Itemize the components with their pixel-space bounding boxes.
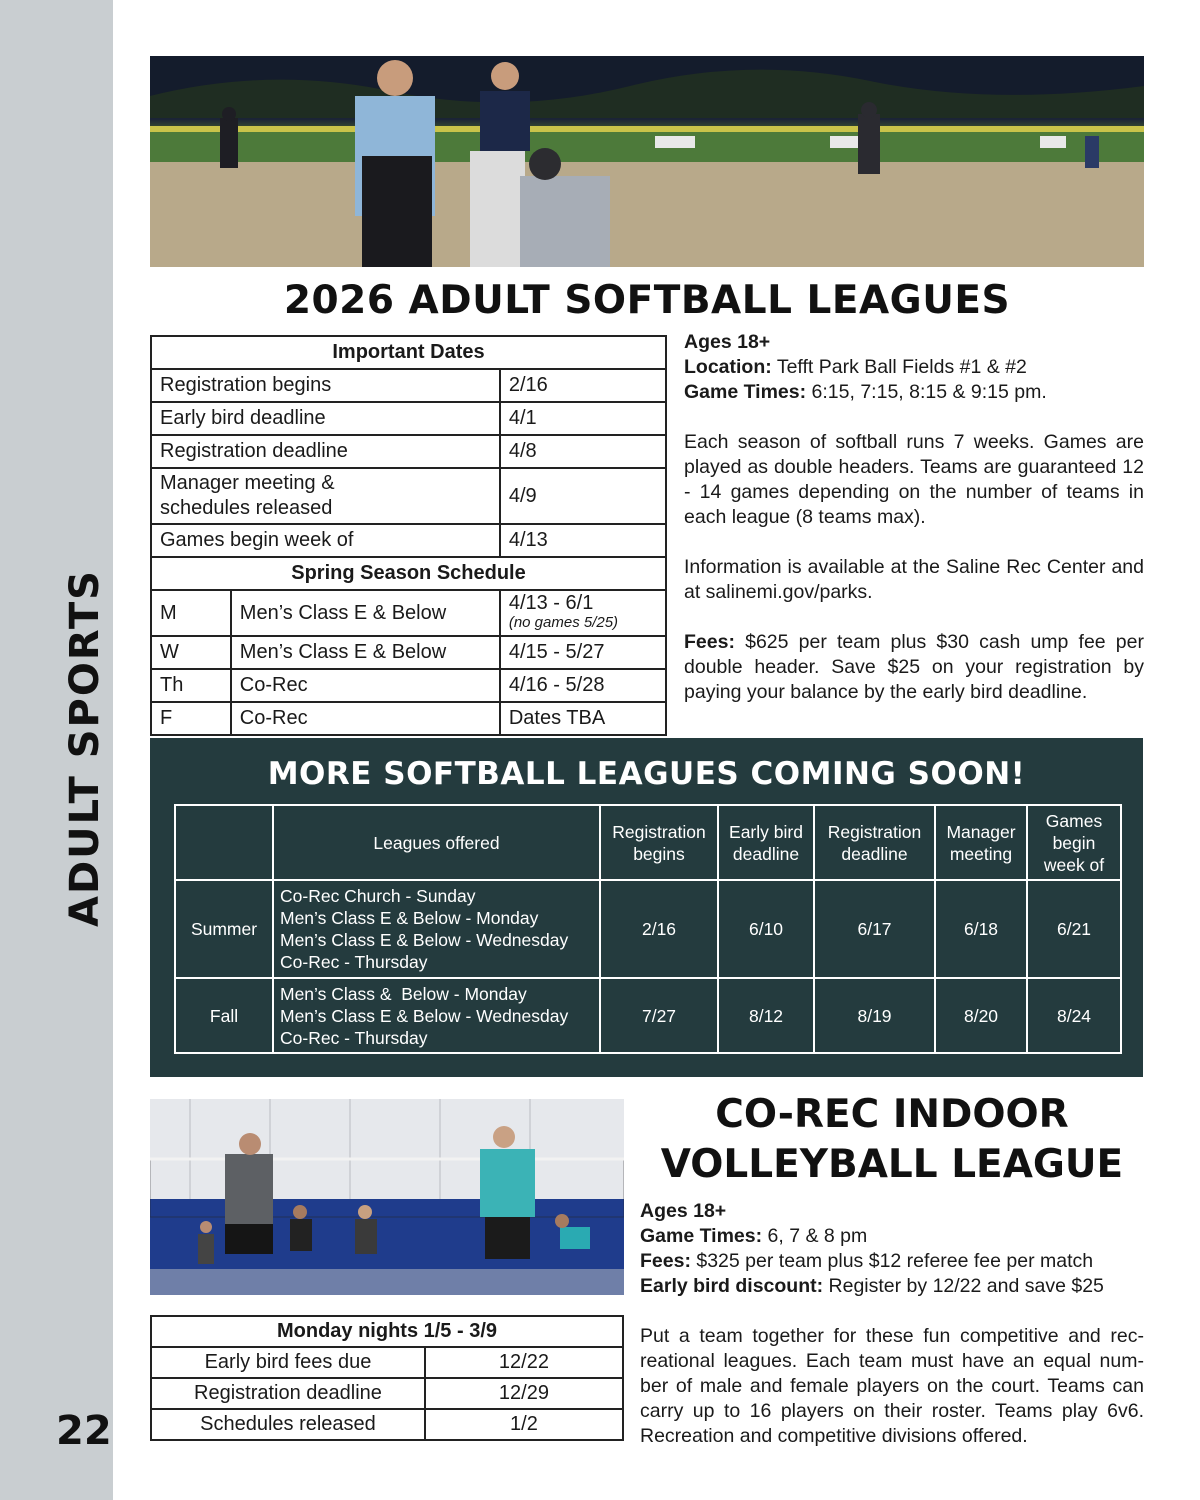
league-line: Men’s Class E & Below - Wednesday: [280, 930, 569, 950]
table-row: [151, 1347, 623, 1378]
schedule-note: (no games 5/25): [508, 614, 619, 631]
leagues-cell: [273, 880, 600, 978]
games-begin-cell: 6/21: [1027, 880, 1121, 978]
column-header: Manager meeting: [935, 805, 1027, 880]
date-value: 12/22: [425, 1347, 623, 1378]
table-row: [151, 702, 666, 735]
date-value: 4/1: [500, 402, 666, 435]
league-line: Co-Rec Church - Sunday: [280, 886, 476, 906]
games-begin-cell: 8/24: [1027, 978, 1121, 1053]
reg-deadline-cell: 8/19: [814, 978, 935, 1053]
date-label-text: Manager meeting & schedules released: [160, 472, 335, 519]
game-times-label: Game Times:: [640, 1225, 763, 1247]
fees-paragraph: [684, 630, 1144, 705]
early-bird-cell: 6/10: [718, 880, 814, 978]
important-dates-table: [150, 335, 667, 736]
table-row: [151, 669, 666, 702]
season-paragraph: Each season of softball runs 7 weeks. Games are played as double headers. Teams are guaranteed 12 - 14 games depending on the number of teams in each league (8 teams max).: [684, 431, 1144, 528]
schedule-day: Th: [151, 669, 231, 702]
table-header: Important Dates: [151, 336, 666, 369]
volleyball-title-line: CO-REC INDOOR: [715, 1092, 1069, 1137]
column-header: Leagues offered: [273, 805, 600, 880]
schedule-day: M: [151, 590, 231, 636]
table-row: [151, 524, 666, 557]
table-row: [151, 636, 666, 669]
volleyball-dates-table: [150, 1315, 624, 1441]
schedule-league: Co-Rec: [231, 702, 500, 735]
date-value: 4/8: [500, 435, 666, 468]
reg-begins-cell: 2/16: [600, 880, 718, 978]
coming-soon-title: MORE SOFTBALL LEAGUES COMING SOON!: [267, 756, 1026, 792]
column-header: Games begin week of: [1027, 805, 1121, 880]
schedule-day: W: [151, 636, 231, 669]
game-times-label: Game Times:: [684, 381, 807, 403]
column-header: [175, 805, 273, 880]
manager-meeting-cell: 8/20: [935, 978, 1027, 1053]
date-value: 1/2: [425, 1409, 623, 1440]
date-value: 4/13: [500, 524, 666, 557]
date-label: Registration begins: [151, 369, 500, 402]
schedule-dates: 4/15 - 5/27: [500, 636, 666, 669]
volleyball-description: Put a team together for these fun competitive and rec-reational leagues. Each team must have an equal num-ber of male and female players on the court. Teams can carry up to 16 players on their roster. Teams play 6v6. Recreation and competitive divisions offered.: [640, 1325, 1144, 1447]
table-row: [151, 1378, 623, 1409]
date-label: Schedules released: [151, 1409, 425, 1440]
manager-meeting-cell: 6/18: [935, 880, 1027, 978]
schedule-dates-text: 4/13 - 6/1: [508, 592, 594, 614]
date-label: Early bird deadline: [151, 402, 500, 435]
date-value: 4/9: [500, 468, 666, 524]
location-label: Location:: [684, 356, 772, 378]
volleyball-info: [640, 1199, 1144, 1474]
ages-label: Ages 18+: [684, 331, 771, 353]
date-label: Games begin week of: [151, 524, 500, 557]
reg-deadline-cell: 6/17: [814, 880, 935, 978]
table-row: [151, 435, 666, 468]
table-row: [175, 880, 1121, 978]
league-line: Co-Rec - Thursday: [280, 1027, 428, 1048]
volleyball-photo: [150, 1099, 624, 1295]
fees-label: Fees:: [684, 631, 735, 653]
table-row: [151, 468, 666, 524]
table-row: [151, 402, 666, 435]
table-row: [175, 978, 1121, 1053]
early-bird-cell: 8/12: [718, 978, 814, 1053]
date-label: Registration deadline: [151, 435, 500, 468]
fees-value: $625 per team plus $30 cash ump fee per double header. Save $25 on your registration by paying your balance by the early bird deadline.: [684, 631, 1144, 703]
volleyball-title: [640, 1090, 1144, 1190]
sidebar: [0, 0, 113, 1500]
schedule-dates: 4/16 - 5/28: [500, 669, 666, 702]
table-row: [151, 1409, 623, 1440]
game-times-value: 6:15, 7:15, 8:15 & 9:15 pm.: [806, 381, 1047, 403]
date-label: Registration deadline: [151, 1378, 425, 1409]
coming-soon-table: [174, 804, 1122, 1054]
softball-photo: [150, 56, 1144, 267]
early-bird-value: Register by 12/22 and save $25: [823, 1275, 1104, 1297]
date-value: 2/16: [500, 369, 666, 402]
coming-soon-panel: [150, 738, 1143, 1077]
table-row: [151, 590, 666, 636]
season-cell: Fall: [175, 978, 273, 1053]
table-header: Monday nights 1/5 - 3/9: [151, 1316, 623, 1347]
schedule-dates: [500, 590, 666, 636]
column-header: Registration deadline: [814, 805, 935, 880]
date-label: [151, 468, 500, 524]
softball-info: [684, 330, 1144, 730]
schedule-dates: Dates TBA: [500, 702, 666, 735]
table-header-row: [175, 805, 1121, 880]
info-paragraph: Information is available at the Saline Rec Center and at salinemi.gov/parks.: [684, 556, 1144, 603]
column-header: Early bird deadline: [718, 805, 814, 880]
leagues-cell: [273, 978, 600, 1053]
early-bird-label: Early bird discount:: [640, 1275, 824, 1297]
page-number: 22: [56, 1408, 112, 1454]
reg-begins-cell: 7/27: [600, 978, 718, 1053]
date-value: 12/29: [425, 1378, 623, 1409]
league-line: Men’s Class & Below - Monday: [280, 983, 527, 1004]
league-line: Co-Rec - Thursday: [280, 952, 428, 972]
schedule-league: Co-Rec: [231, 669, 500, 702]
table-row: [151, 369, 666, 402]
ages-label: Ages 18+: [640, 1200, 727, 1222]
schedule-day: F: [151, 702, 231, 735]
league-line: Men’s Class E & Below - Wednesday: [280, 1005, 569, 1026]
date-label: Early bird fees due: [151, 1347, 425, 1378]
table-header: Spring Season Schedule: [151, 557, 666, 590]
league-line: Men’s Class E & Below - Monday: [280, 908, 539, 928]
volleyball-title-line: VOLLEYBALL LEAGUE: [660, 1142, 1124, 1187]
schedule-league: Men’s Class E & Below: [231, 590, 500, 636]
schedule-league: Men’s Class E & Below: [231, 636, 500, 669]
softball-title: 2026 ADULT SOFTBALL LEAGUES: [283, 278, 1011, 323]
location-value: Tefft Park Ball Fields #1 & #2: [771, 356, 1027, 378]
game-times-value: 6, 7 & 8 pm: [762, 1225, 868, 1247]
column-header: Registration begins: [600, 805, 718, 880]
fees-value: $325 per team plus $12 referee fee per match: [690, 1250, 1094, 1272]
section-title: ADULT SPORTS: [62, 569, 108, 927]
season-cell: Summer: [175, 880, 273, 978]
fees-label: Fees:: [640, 1250, 691, 1272]
